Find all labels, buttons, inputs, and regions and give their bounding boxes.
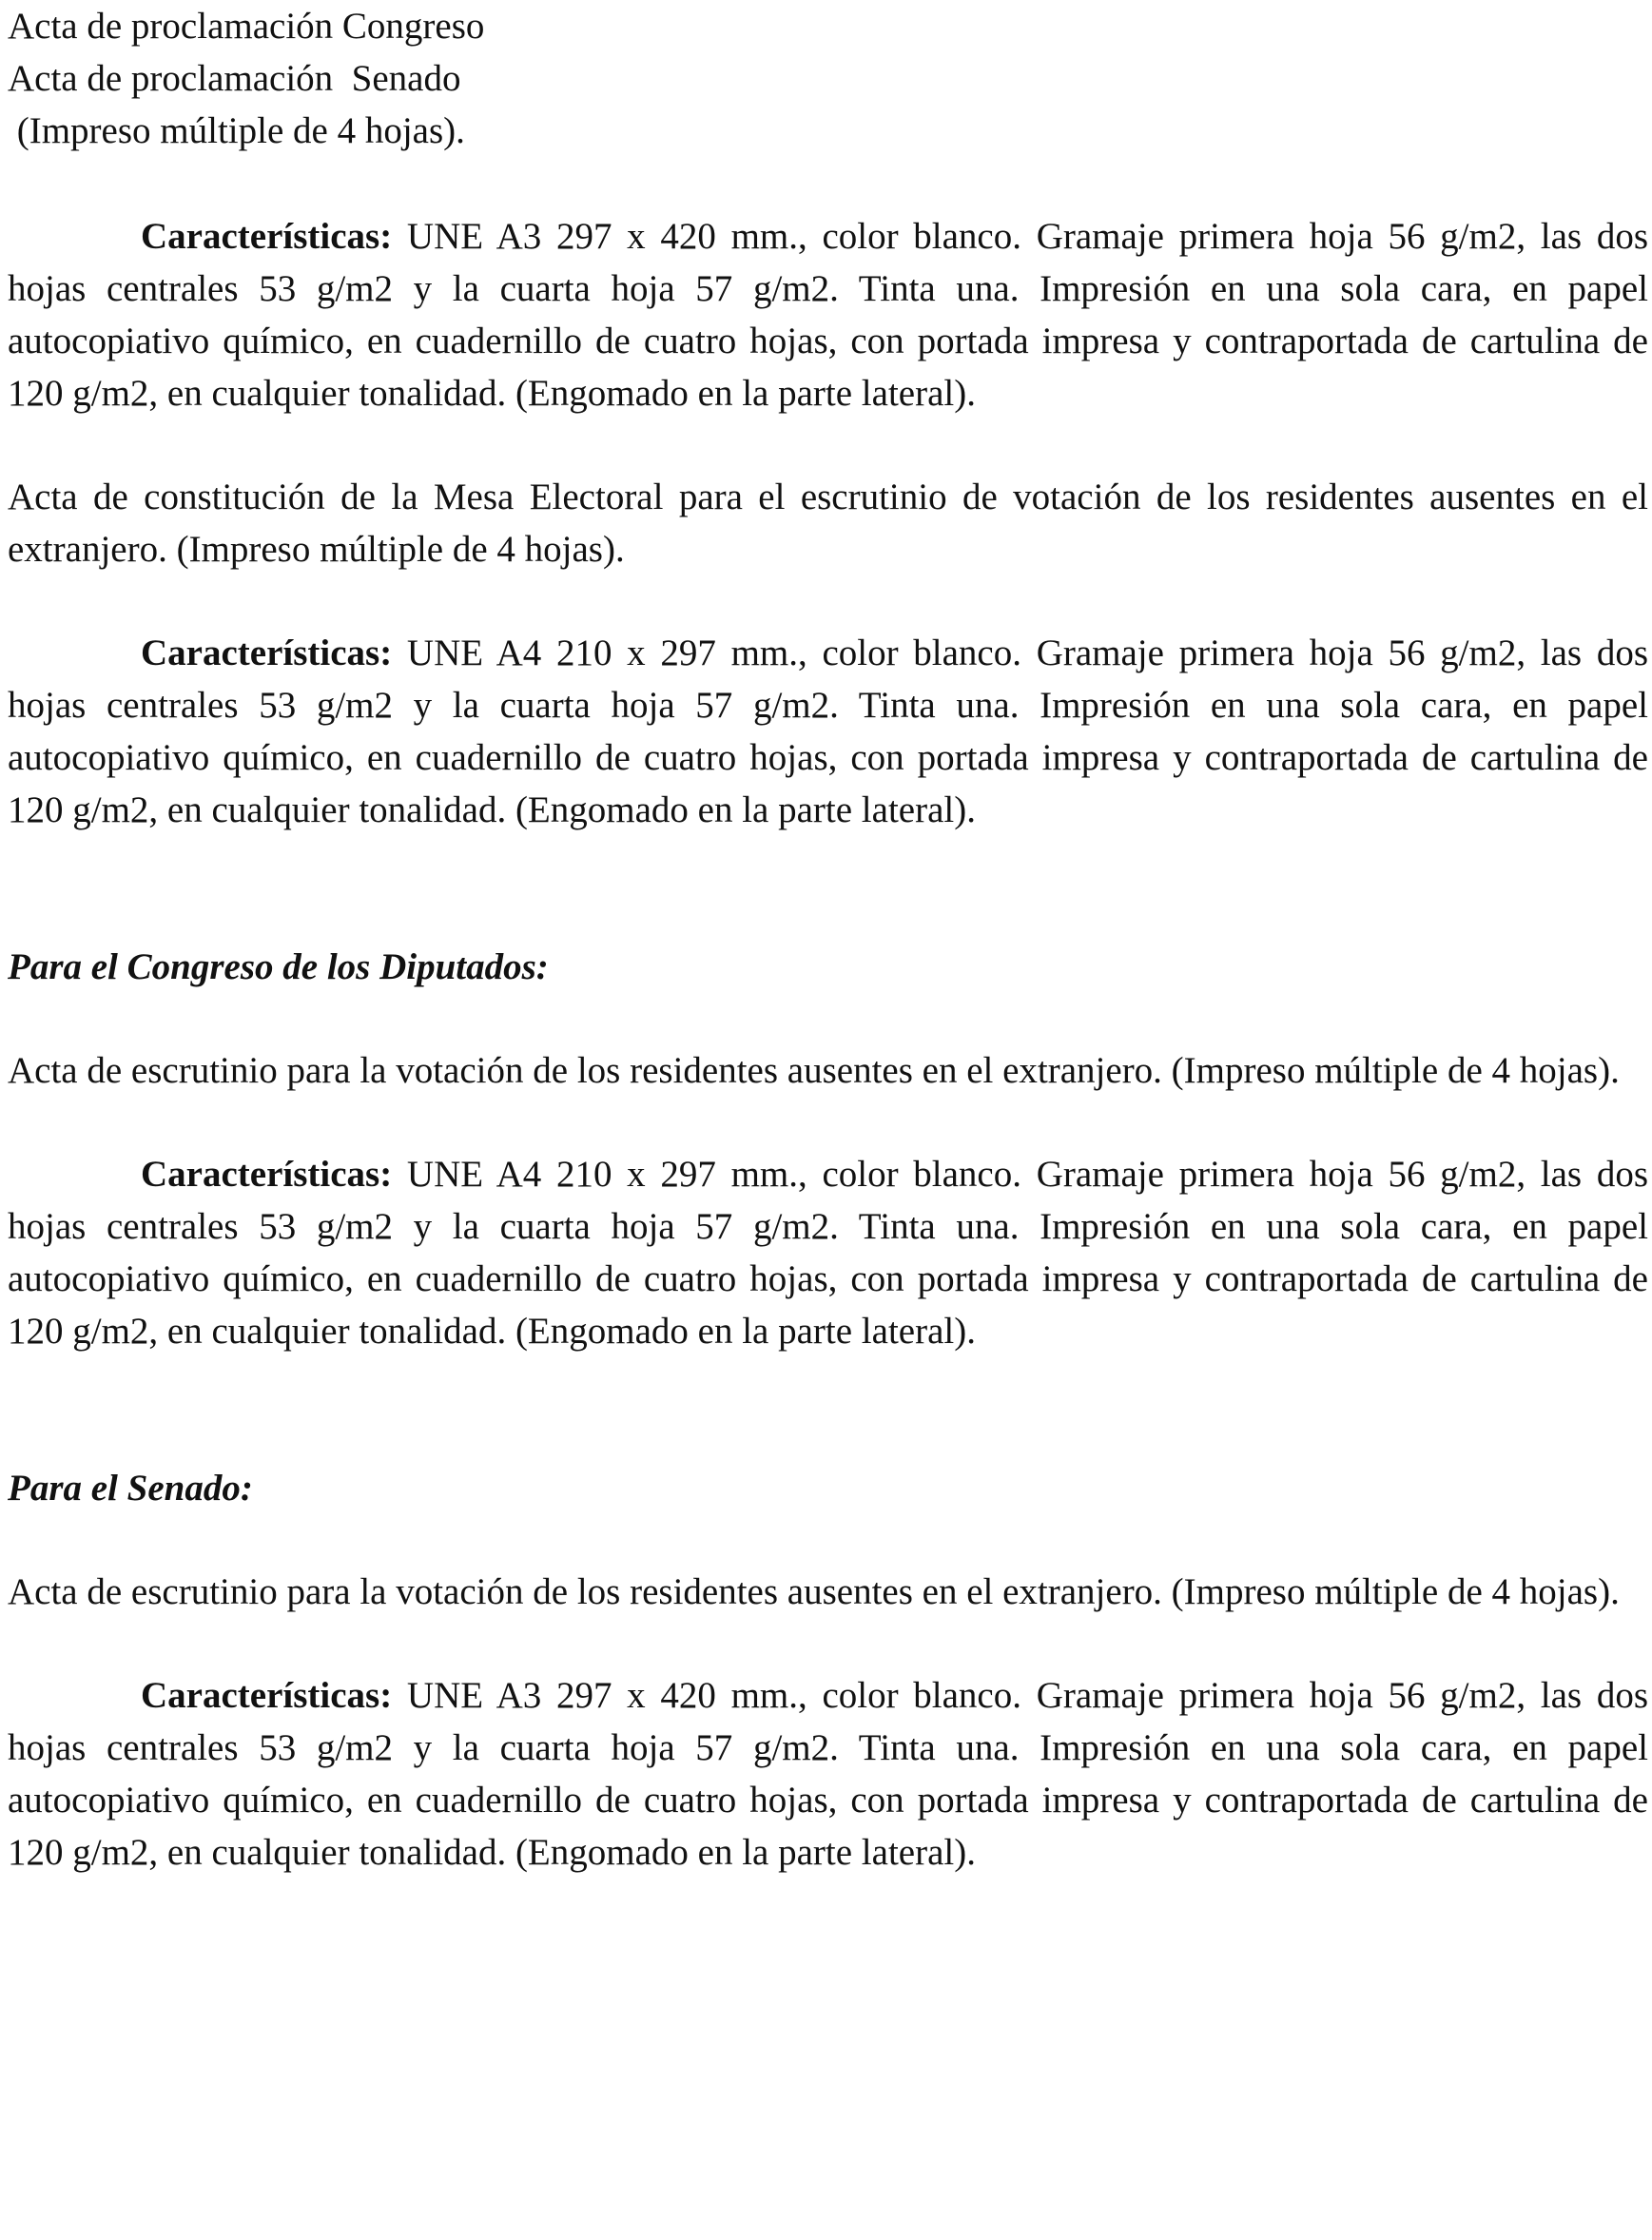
spec-paragraph-3: [8, 1148, 1648, 1357]
spec-label: Características:: [141, 216, 393, 257]
intro-line-congreso: Acta de proclamación Congreso: [8, 6, 485, 47]
intro-line-senado: Acta de proclamación Senado: [8, 58, 461, 99]
spec-paragraph-1: [8, 210, 1648, 419]
intro-block: [8, 0, 1648, 157]
acta-constitucion-paragraph: Acta de constitución de la Mesa Electoral para el escrutinio de votación de los residentes ausentes en el extranjero. (Impreso múltiple de 4 hojas).: [8, 477, 1648, 570]
acta-escrutinio-senado-paragraph: Acta de escrutinio para la votación de los residentes ausentes en el extranjero. (Impreso múltiple de 4 hojas).: [8, 1571, 1620, 1612]
spec-text: UNE A3 297 x 420 mm., color blanco. Gramaje primera hoja 56 g/m2, las dos hojas centrales 53 g/m2 y la cuarta hoja 57 g/m2. Tinta una. Impresión en una sola cara, en papel autocopiativo químico, en cuadernillo de cuatro hojas, con portada impresa y contraportada de cartulina de 120 g/m2, en cualquier tonalidad. (Engomado en la parte lateral).: [8, 216, 1648, 414]
spec-text: UNE A4 210 x 297 mm., color blanco. Gramaje primera hoja 56 g/m2, las dos hojas centrales 53 g/m2 y la cuarta hoja 57 g/m2. Tinta una. Impresión en una sola cara, en papel autocopiativo químico, en cuadernillo de cuatro hojas, con portada impresa y contraportada de cartulina de 120 g/m2, en cualquier tonalidad. (Engomado en la parte lateral).: [8, 1154, 1648, 1352]
acta-escrutinio-congreso-paragraph: Acta de escrutinio para la votación de los residentes ausentes en el extranjero. (Impreso múltiple de 4 hojas).: [8, 1050, 1620, 1091]
spec-label: Características:: [141, 633, 393, 673]
spec-paragraph-4: [8, 1669, 1648, 1879]
spec-text: UNE A3 297 x 420 mm., color blanco. Gramaje primera hoja 56 g/m2, las dos hojas centrales 53 g/m2 y la cuarta hoja 57 g/m2. Tinta una. Impresión en una sola cara, en papel autocopiativo químico, en cuadernillo de cuatro hojas, con portada impresa y contraportada de cartulina de 120 g/m2, en cualquier tonalidad. (Engomado en la parte lateral).: [8, 1675, 1648, 1873]
spec-text: UNE A4 210 x 297 mm., color blanco. Gramaje primera hoja 56 g/m2, las dos hojas centrales 53 g/m2 y la cuarta hoja 57 g/m2. Tinta una. Impresión en una sola cara, en papel autocopiativo químico, en cuadernillo de cuatro hojas, con portada impresa y contraportada de cartulina de 120 g/m2, en cualquier tonalidad. (Engomado en la parte lateral).: [8, 633, 1648, 830]
spec-label: Características:: [141, 1154, 393, 1195]
section-heading-congreso: Para el Congreso de los Diputados:: [8, 946, 549, 987]
intro-line-impreso: (Impreso múltiple de 4 hojas).: [8, 110, 465, 151]
spec-label: Características:: [141, 1675, 393, 1716]
spec-paragraph-2: [8, 627, 1648, 836]
document-page: [8, 0, 1648, 2240]
section-heading-senado: Para el Senado:: [8, 1468, 253, 1509]
